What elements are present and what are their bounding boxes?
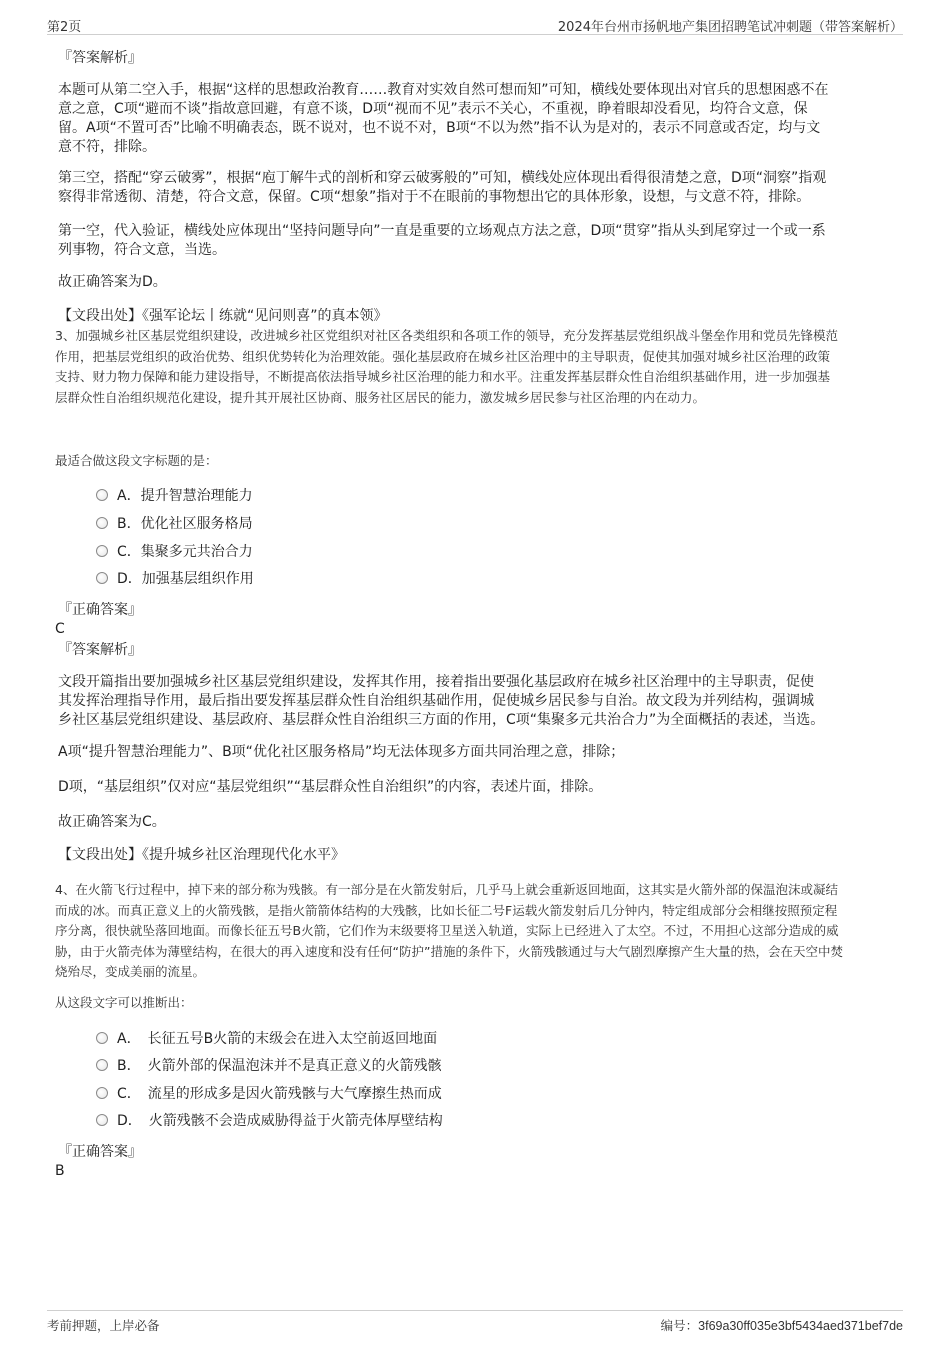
text-line: 第三空，搭配“穿云破雾”，根据“庖丁解牛式的剖析和穿云破雾般的”可知，横线处应体现出看得很清楚之意，D项“洞察”指观 [58,170,827,186]
footer-slogan: 考前押题，上岸必备 [47,1318,160,1333]
radio-button[interactable] [96,517,108,529]
q2-explanation-heading: 『答案解析』 [58,50,142,66]
page-number: 第2页 [47,20,82,35]
q3-option-b[interactable] [96,514,253,534]
q3-answer: C [55,621,65,637]
radio-button[interactable] [96,572,108,584]
q3-explanation-para2: A项“提升智慧治理能力”、B项“优化社区服务格局”均无法体现多方面共同治理之意，排除； [58,744,625,760]
text-line: 层群众性自治组织规范化建设，提升其开展社区协商、服务社区居民的能力，激发城乡居民参与社区治理的内在动力。 [55,389,706,405]
option-label: A．提升智慧治理能力 [117,488,253,504]
q4-question: 从这段文字可以推断出： [55,995,193,1010]
text-line: 意不符，排除。 [58,139,156,155]
q4-answer-heading: 『正确答案』 [58,1144,142,1160]
code-label: 编号： [660,1318,699,1333]
q3-option-c[interactable] [96,542,253,562]
q3-explanation-heading: 『答案解析』 [58,642,142,658]
q3-option-d[interactable] [96,569,254,589]
q4-passage [55,880,895,983]
q4-option-d[interactable] [96,1111,443,1131]
radio-button[interactable] [96,545,108,557]
text-line: 文段开篇指出要加强城乡社区基层党组织建设，发挥其作用，接着指出要强化基层政府在城乡社区治理中的主导职责，促使 [58,674,814,690]
option-label: B． 火箭外部的保温泡沫并不是真正意义的火箭残骸 [117,1058,442,1074]
q2-source: 【文段出处】《强军论坛丨练就“见问则喜”的真本领》 [58,308,388,324]
text-line: 而成的冰。而真正意义上的火箭残骸，是指火箭箭体结构的大残骸，比如长征二号F运载火箭发射后几分钟内，特定组成部分会相继按照预定程 [55,902,838,918]
text-line: 支持、财力物力保障和能力建设指导，不断提高依法指导城乡社区治理的能力和水平。注重发挥基层群众性自治组织基础作用，进一步加强基 [55,369,831,384]
code-value: 3f69a30ff035e3bf5434aed371bef7de [698,1319,903,1333]
q3-option-a[interactable] [96,486,253,506]
q2-conclusion: 故正确答案为D。 [58,274,167,290]
document-title: 2024年台州市扬帆地产集团招聘笔试冲刺题（带答案解析） [557,20,903,35]
q4-option-a[interactable] [96,1029,437,1049]
q4-answer: B [55,1163,65,1179]
radio-button[interactable] [96,1032,108,1044]
q3-explanation-para1 [58,673,888,730]
text-line: 4、在火箭飞行过程中，掉下来的部分称为残骸。有一部分是在火箭发射后，几乎马上就会重新返回地面，这其实是火箭外部的保温泡沫或凝结 [55,882,838,897]
q3-answer-heading: 『正确答案』 [58,602,142,618]
q4-option-b[interactable] [96,1056,442,1076]
option-label: D．加强基层组织作用 [117,571,254,587]
text-line: 第一空，代入验证，横线处应体现出“坚持问题导向”一直是重要的立场观点方法之意，D项“贯穿”指从头到尾穿过一个或一系 [58,223,826,239]
text-line: 3、加强城乡社区基层党组织建设，改进城乡社区党组织对社区各类组织和各项工作的领导，充分发挥基层党组织战斗堡垒作用和党员先锋模范 [55,328,838,343]
option-label: C．集聚多元共治合力 [117,544,253,560]
text-line: 序分离，很快就坠落回地面。而像长征五号B火箭，它们作为末级要将卫星送入轨道，实际上已经进入了太空。不过，不用担心这部分造成的威 [55,923,839,938]
text-line: 留。A项“不置可否”比喻不明确表态，既不说对，也不说不对，B项“不以为然”指不认为是对的，表示不同意或否定，均与文 [58,120,821,136]
q3-source: 【文段出处】《提升城乡社区治理现代化水平》 [58,847,345,863]
page-header [47,14,903,35]
q3-passage [55,326,895,408]
q2-explanation-para2 [58,169,888,207]
radio-button[interactable] [96,489,108,501]
text-line: 意之意，C项“避而不谈”指故意回避，有意不谈，D项“视而不见”表示不关心，不重视，睁着眼却没看见，均符合文意，保 [58,101,808,117]
text-line: 胁，由于火箭壳体为薄壁结构，在很大的再入速度和没有任何“防护”措施的条件下，火箭残骸通过与大气剧烈摩擦产生大量的热，会在天空中焚 [55,943,843,959]
text-line: 烧殆尽，变成美丽的流星。 [55,964,206,979]
option-label: B．优化社区服务格局 [117,516,253,532]
q2-explanation-para1 [58,81,888,157]
q2-explanation-para3 [58,222,888,260]
q3-conclusion: 故正确答案为C。 [58,814,166,830]
page-footer [47,1310,903,1335]
q3-explanation-para3: D项，“基层组织”仅对应“基层党组织”“基层群众性自治组织”的内容，表述片面，排除。 [58,779,603,795]
text-line: 察得非常透彻、清楚，符合文意，保留。C项“想象”指对于不在眼前的事物想出它的具体形象，设想，与文意不符，排除。 [58,189,811,205]
q4-option-c[interactable] [96,1084,442,1104]
text-line: 作用，把基层党组织的政治优势、组织优势转化为治理效能。强化基层政府在城乡社区治理中的主导职责，促使其加强对城乡社区治理的政策 [55,348,831,364]
document-code [661,1316,903,1334]
option-label: D． 火箭残骸不会造成威胁得益于火箭壳体厚壁结构 [117,1113,443,1129]
radio-button[interactable] [96,1087,108,1099]
option-label: A． 长征五号B火箭的末级会在进入太空前返回地面 [117,1031,438,1047]
radio-button[interactable] [96,1059,108,1071]
q3-question: 最适合做这段文字标题的是： [55,453,218,468]
radio-button[interactable] [96,1114,108,1126]
text-line: 列事物，符合文意，当选。 [58,242,226,258]
text-line: 其发挥治理指导作用，最后指出要发挥基层群众性自治组织基础作用，促使城乡居民参与自治。故文段为并列结构，强调城 [58,693,814,709]
option-label: C． 流星的形成多是因火箭残骸与大气摩擦生热而成 [117,1086,442,1102]
text-line: 乡社区基层党组织建设、基层政府、基层群众性自治组织三方面的作用，C项“集聚多元共治合力”为全面概括的表述，当选。 [58,712,825,728]
text-line: 本题可从第二空入手，根据“这样的思想政治教育……教育对实效自然可想而知”可知，横线处要体现出对官兵的思想困惑不在 [58,82,829,98]
